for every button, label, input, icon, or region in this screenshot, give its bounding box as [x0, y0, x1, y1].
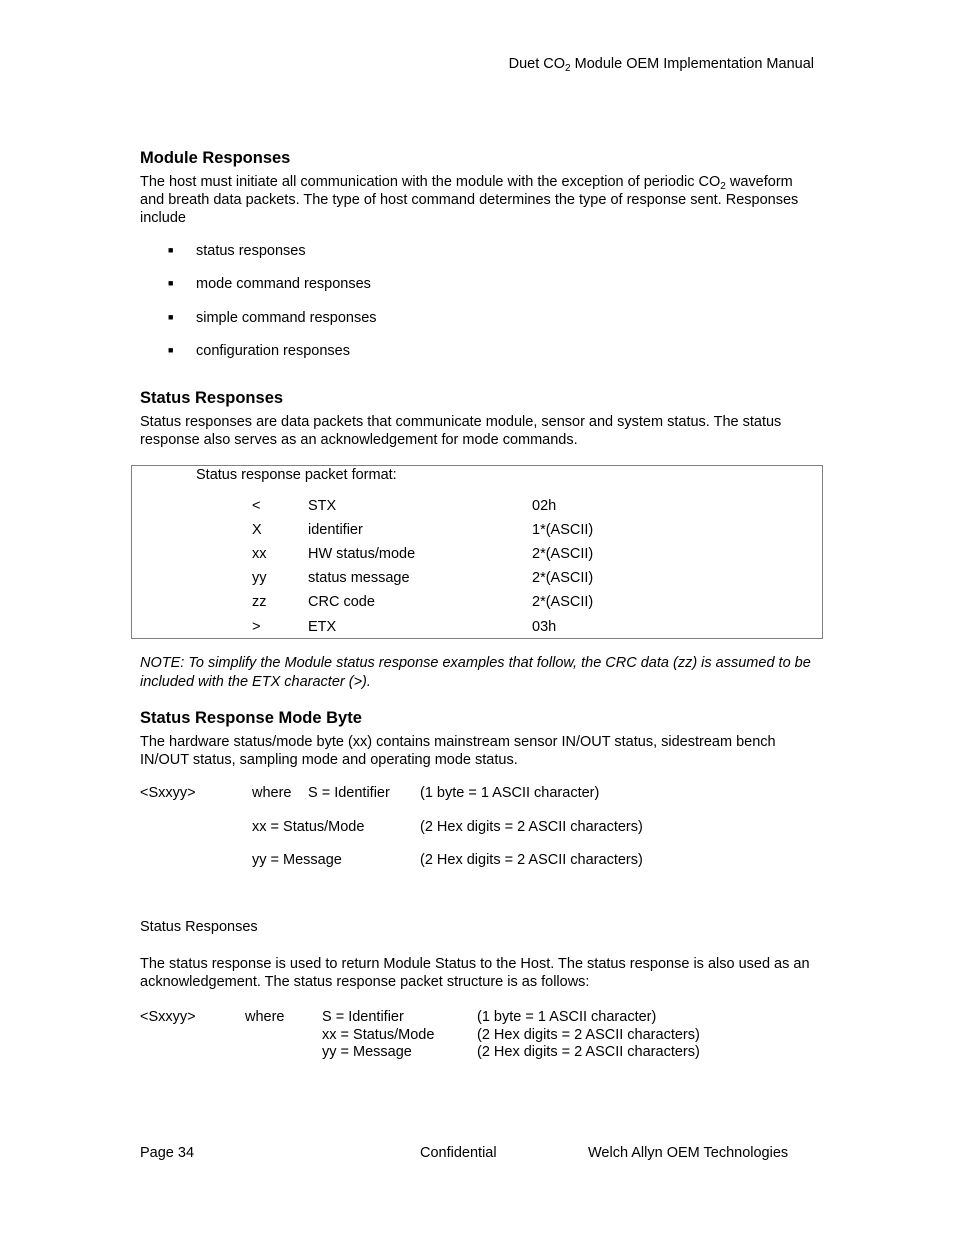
packet-field: HW status/mode [308, 546, 416, 562]
packet-symbol: < [252, 498, 261, 514]
packet-value: 2*(ASCII) [532, 546, 594, 562]
status-responses-paragraph: Status responses are data packets that communicate module, sensor and system status. The status response also serves as an acknowledgement for mode commands. [140, 414, 782, 448]
packet-symbol: zz [252, 594, 267, 610]
definition-term: S = Identifier [308, 785, 390, 801]
running-header [509, 56, 814, 72]
definition-desc: (1 byte = 1 ASCII character) [477, 1009, 657, 1025]
table-row [0, 522, 954, 540]
header-title-rest: Module OEM Implementation Manual [570, 56, 814, 72]
list-item [168, 310, 377, 326]
packet-value: 03h [532, 619, 557, 635]
definition-desc: (1 byte = 1 ASCII character) [420, 785, 600, 801]
section-heading-module-responses: Module Responses [140, 149, 291, 167]
footer-page-number: Page 34 [140, 1145, 195, 1161]
note-text: NOTE: To simplify the Module status response examples that follow, the CRC data (zz) is assumed to be included with the ETX character (>). [140, 655, 811, 690]
packet-symbol: yy [252, 570, 267, 586]
packet-value: 2*(ASCII) [532, 570, 594, 586]
definition-term: S = Identifier [322, 1009, 404, 1025]
bullet-icon: ■ [168, 345, 174, 355]
footer-company: Welch Allyn OEM Technologies [588, 1145, 789, 1161]
list-item [168, 243, 306, 259]
section-heading-mode-byte: Status Response Mode Byte [140, 709, 362, 727]
packet-value: 2*(ASCII) [532, 594, 594, 610]
code-format: <Sxxyy> [140, 1009, 196, 1025]
definition-term: yy = Message [322, 1044, 412, 1060]
table-row [0, 619, 954, 637]
where-label: where [245, 1009, 285, 1025]
table-row [0, 498, 954, 516]
packet-format-title: Status response packet format: [196, 467, 397, 483]
definition-desc: (2 Hex digits = 2 ASCII characters) [477, 1044, 700, 1060]
list-item-text: configuration responses [196, 343, 350, 359]
header-title-subscript: 2 [565, 63, 571, 74]
mode-byte-paragraph: The hardware status/mode byte (xx) contains mainstream sensor IN/OUT status, sidestream bench IN/OUT status, sampling mode and operating mode status. [140, 734, 776, 768]
list-item [168, 343, 350, 359]
definition-term: yy = Message [252, 852, 342, 868]
packet-field: status message [308, 570, 410, 586]
where-label: where [252, 785, 292, 801]
table-row [0, 546, 954, 564]
module-responses-text-rest: waveform and breath data packets. The type of host command determines the type of response sent. Responses include [140, 174, 799, 226]
bullet-icon: ■ [168, 312, 174, 322]
definition-desc: (2 Hex digits = 2 ASCII characters) [420, 819, 643, 835]
list-item-text: simple command responses [196, 310, 377, 326]
packet-value: 1*(ASCII) [532, 522, 594, 538]
list-item-text: mode command responses [196, 276, 371, 292]
packet-field: CRC code [308, 594, 375, 610]
status-responses-label: Status Responses [140, 919, 258, 935]
packet-symbol: X [252, 522, 262, 538]
section-heading-status-responses: Status Responses [140, 389, 284, 407]
module-responses-subscript: 2 [720, 181, 726, 192]
definition-term: xx = Status/Mode [252, 819, 365, 835]
footer-confidential: Confidential [420, 1145, 497, 1161]
table-row [0, 570, 954, 588]
definition-term: xx = Status/Mode [322, 1027, 435, 1043]
bullet-icon: ■ [168, 245, 174, 255]
packet-value: 02h [532, 498, 557, 514]
packet-symbol: > [252, 619, 261, 635]
packet-field: ETX [308, 619, 337, 635]
packet-symbol: xx [252, 546, 267, 562]
status-responses-2-paragraph: The status response is used to return Module Status to the Host. The status response is also used as an acknowledgement. The status response packet structure is as follows: [140, 956, 810, 990]
definition-desc: (2 Hex digits = 2 ASCII characters) [477, 1027, 700, 1043]
table-row [0, 594, 954, 612]
module-responses-paragraph [140, 173, 815, 227]
definition-desc: (2 Hex digits = 2 ASCII characters) [420, 852, 643, 868]
module-responses-text: The host must initiate all communication with the module with the exception of periodic CO [140, 174, 721, 190]
list-item [168, 276, 371, 292]
code-format: <Sxxyy> [140, 785, 196, 801]
list-item-text: status responses [196, 243, 306, 259]
packet-field: identifier [308, 522, 363, 538]
bullet-icon: ■ [168, 278, 174, 288]
header-title: Duet CO [508, 56, 566, 72]
packet-field: STX [308, 498, 337, 514]
